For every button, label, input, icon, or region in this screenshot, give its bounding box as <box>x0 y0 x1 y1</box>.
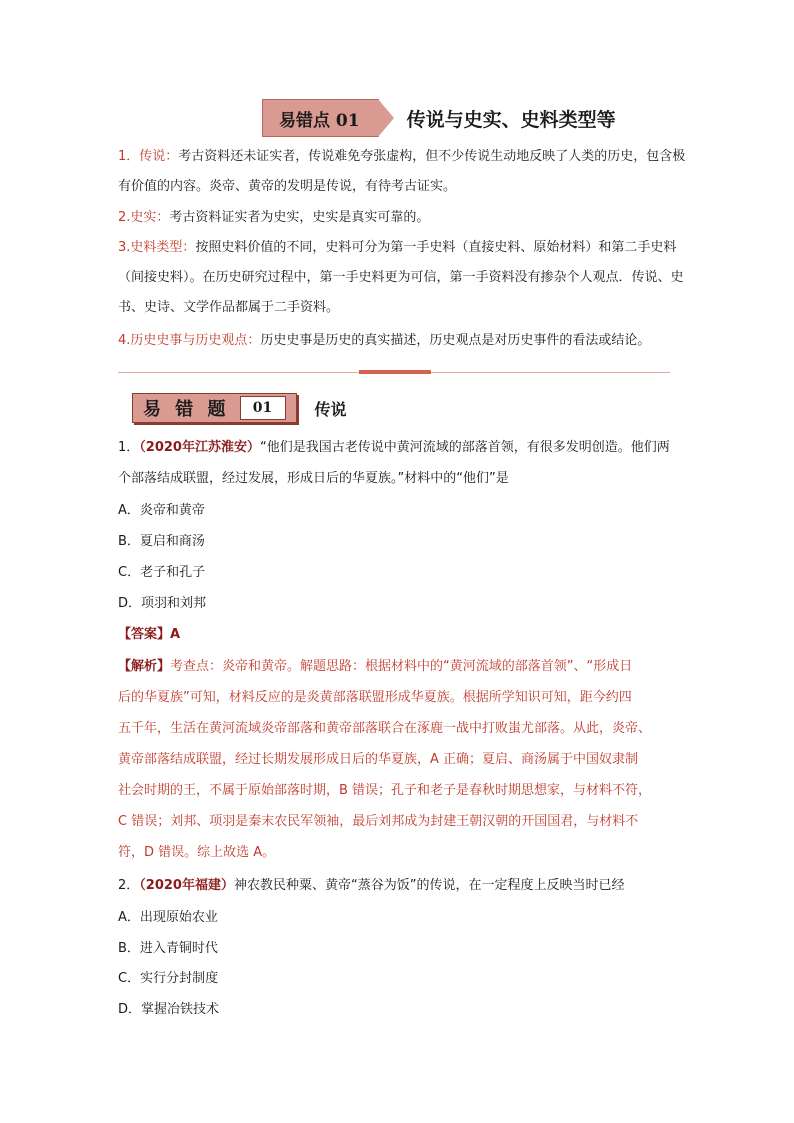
q2-option-d: D．掌握冶铁技术 <box>118 1002 220 1017</box>
section-tag <box>132 393 297 423</box>
q1-option-d: D．项羽和刘邦 <box>118 596 207 611</box>
point-text: 考古资料还未证实者，传说难免夸张虚构，但不少传说生动地反映了人类的历史，包含极有价值的内容。炎帝、黄帝的发明是传说，有待考古证实。 <box>118 149 686 194</box>
section-number: 01 <box>240 396 286 420</box>
question-number: 1． <box>118 440 140 455</box>
section-tag-text: 易 错 题 <box>143 399 230 420</box>
question-source: （2020年福建） <box>139 878 234 893</box>
analysis-line: C 错误；刘邦、项羽是秦末农民军领袖，最后刘邦成为封建王朝汉朝的开国国君，与材料不 <box>118 814 639 829</box>
answer-label: 【答案】 <box>118 627 171 642</box>
divider-accent <box>359 370 431 374</box>
question-text: 神农教民种粟、黄帝“蒸谷为饭”的传说，在一定程度上反映当时已经 <box>233 878 625 893</box>
section-title: 传说 <box>314 399 347 419</box>
point-1 <box>118 142 692 202</box>
analysis-line: 社会时期的王，不属于原始部落时期，B 错误；孔子和老子是春秋时期思想家，与材料不符， <box>118 783 652 798</box>
question-text: “他们是我国古老传说中黄河流域的部落首领，有很多发明创造。他们两个部落结成联盟，经过发展，形成日后的华夏族。”材料中的“他们”是 <box>118 440 670 486</box>
analysis-line: 符，D 错误。综上故选 A。 <box>118 845 276 860</box>
point-label: 1．传说： <box>118 149 179 164</box>
q2-option-c: C．实行分封制度 <box>118 971 219 986</box>
point-text: 考古资料证实者为史实，史实是真实可靠的。 <box>169 210 430 225</box>
analysis-text: 考查点：炎帝和黄帝。解题思路：根据材料中的“黄河流域的部落首领”、“形成日 <box>170 659 633 674</box>
q1-option-a: A．炎帝和黄帝 <box>118 503 205 518</box>
analysis-line <box>118 651 680 682</box>
question-source: （2020年江苏淮安） <box>139 440 260 455</box>
q1-answer <box>118 623 180 642</box>
question-1-stem <box>118 432 680 494</box>
q2-option-a: A．出现原始农业 <box>118 910 218 925</box>
topic-banner <box>262 98 616 138</box>
q1-option-b: B．夏启和商汤 <box>118 534 205 549</box>
point-text: 历史史事是历史的真实描述，历史观点是对历史事件的看法或结论。 <box>260 333 651 348</box>
point-4 <box>118 326 692 356</box>
point-3 <box>118 233 692 323</box>
question-2-stem <box>118 870 680 901</box>
answer-value: A <box>170 627 181 642</box>
point-text: 按照史料价值的不同，史料可分为第一手史料（直接史料、原始材料）和第二手史料（间接史料）。在历史研究过程中，第一手史料更为可信，第一手资料没有掺杂个人观点．传说、史书、史诗、文学作品都属于二手资料。 <box>118 240 684 315</box>
analysis-label: 【解析】 <box>118 659 171 674</box>
banner-tag <box>262 99 379 137</box>
analysis-line: 后的华夏族”可知，材料反应的是炎黄部落联盟形成华夏族。根据所学知识可知，距今约四 <box>118 690 632 705</box>
point-2 <box>118 203 692 233</box>
q1-analysis <box>118 651 680 868</box>
question-section-header <box>132 393 347 423</box>
q2-option-b: B．进入青铜时代 <box>118 941 218 956</box>
point-label: 4.历史史事与历史观点： <box>118 333 261 348</box>
banner-tag-text: 易错点 01 <box>279 110 360 131</box>
analysis-line: 黄帝部落结成联盟，经过长期发展形成日后的华夏族，A 正确；夏启、商汤属于中国奴隶制 <box>118 752 639 767</box>
point-label: 3.史料类型： <box>118 240 196 255</box>
banner-title: 传说与史实、史料类型等 <box>406 108 616 131</box>
point-label: 2.史实： <box>118 210 170 225</box>
q1-option-c: C．老子和孔子 <box>118 565 206 580</box>
analysis-line: 五千年，生活在黄河流域炎帝部落和黄帝部落联合在涿鹿一战中打败蚩尤部落。从此，炎帝、 <box>118 721 652 736</box>
question-number: 2． <box>118 878 140 893</box>
